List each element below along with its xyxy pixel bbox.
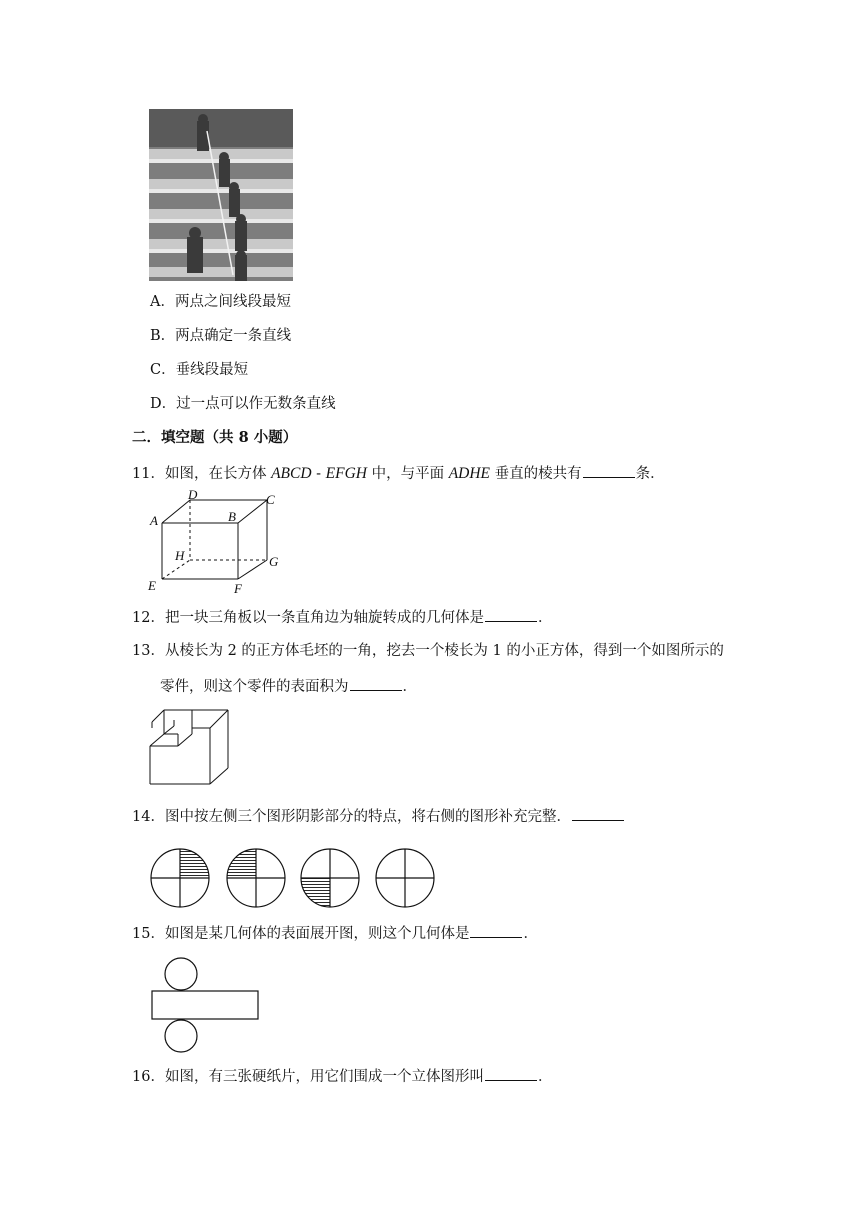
- answer-blank[interactable]: [485, 1066, 537, 1081]
- question-16: 16．如图，有三张硬纸片，用它们围成一个立体图形叫 ．: [132, 1066, 552, 1087]
- label-b: B: [228, 509, 236, 524]
- question-13: 13．从棱长为 2 的正方体毛坯的一角，挖去一个棱长为 1 的小正方体，得到一个如图所示的: [132, 643, 724, 659]
- label-e: E: [148, 578, 156, 593]
- option-c: C．垂线段最短: [150, 362, 249, 378]
- answer-blank[interactable]: [485, 607, 537, 622]
- label-d: D: [188, 490, 198, 502]
- photo-rope-people: [149, 109, 293, 281]
- answer-blank[interactable]: [583, 463, 635, 478]
- question-14: 14．图中按左侧三个图形阴影部分的特点，将右侧的图形补充完整．: [132, 806, 625, 827]
- option-d: D．过一点可以作无数条直线: [150, 396, 336, 412]
- answer-blank[interactable]: [572, 806, 624, 821]
- label-g: G: [269, 554, 279, 569]
- label-c: C: [266, 492, 275, 507]
- label-a: A: [150, 513, 158, 528]
- section-heading: 二．填空题（共 8 小题）: [132, 429, 298, 446]
- question-13-line2: 零件，则这个零件的表面积为 ．: [160, 676, 417, 697]
- question-12: 12．把一块三角板以一条直角边为轴旋转成的几何体是 ．: [132, 607, 552, 628]
- question-15: 15．如图是某几何体的表面展开图，则这个几何体是 ．: [132, 923, 538, 944]
- question-11: 11．如图，在长方体 ABCD ‑ EFGH 中，与平面 ADHE 垂直的棱共有 条．: [132, 465, 665, 482]
- option-b: B．两点确定一条直线: [150, 328, 292, 344]
- label-h: H: [175, 548, 185, 563]
- answer-blank[interactable]: [350, 676, 402, 691]
- answer-blank[interactable]: [470, 923, 522, 938]
- shaded-circles-diagram: [150, 832, 440, 910]
- cuboid-diagram: [144, 490, 289, 594]
- label-f: F: [234, 581, 242, 594]
- option-a: A．两点之间线段最短: [150, 294, 291, 310]
- cylinder-net-diagram: [150, 956, 260, 1056]
- notched-cube-diagram: [148, 706, 230, 788]
